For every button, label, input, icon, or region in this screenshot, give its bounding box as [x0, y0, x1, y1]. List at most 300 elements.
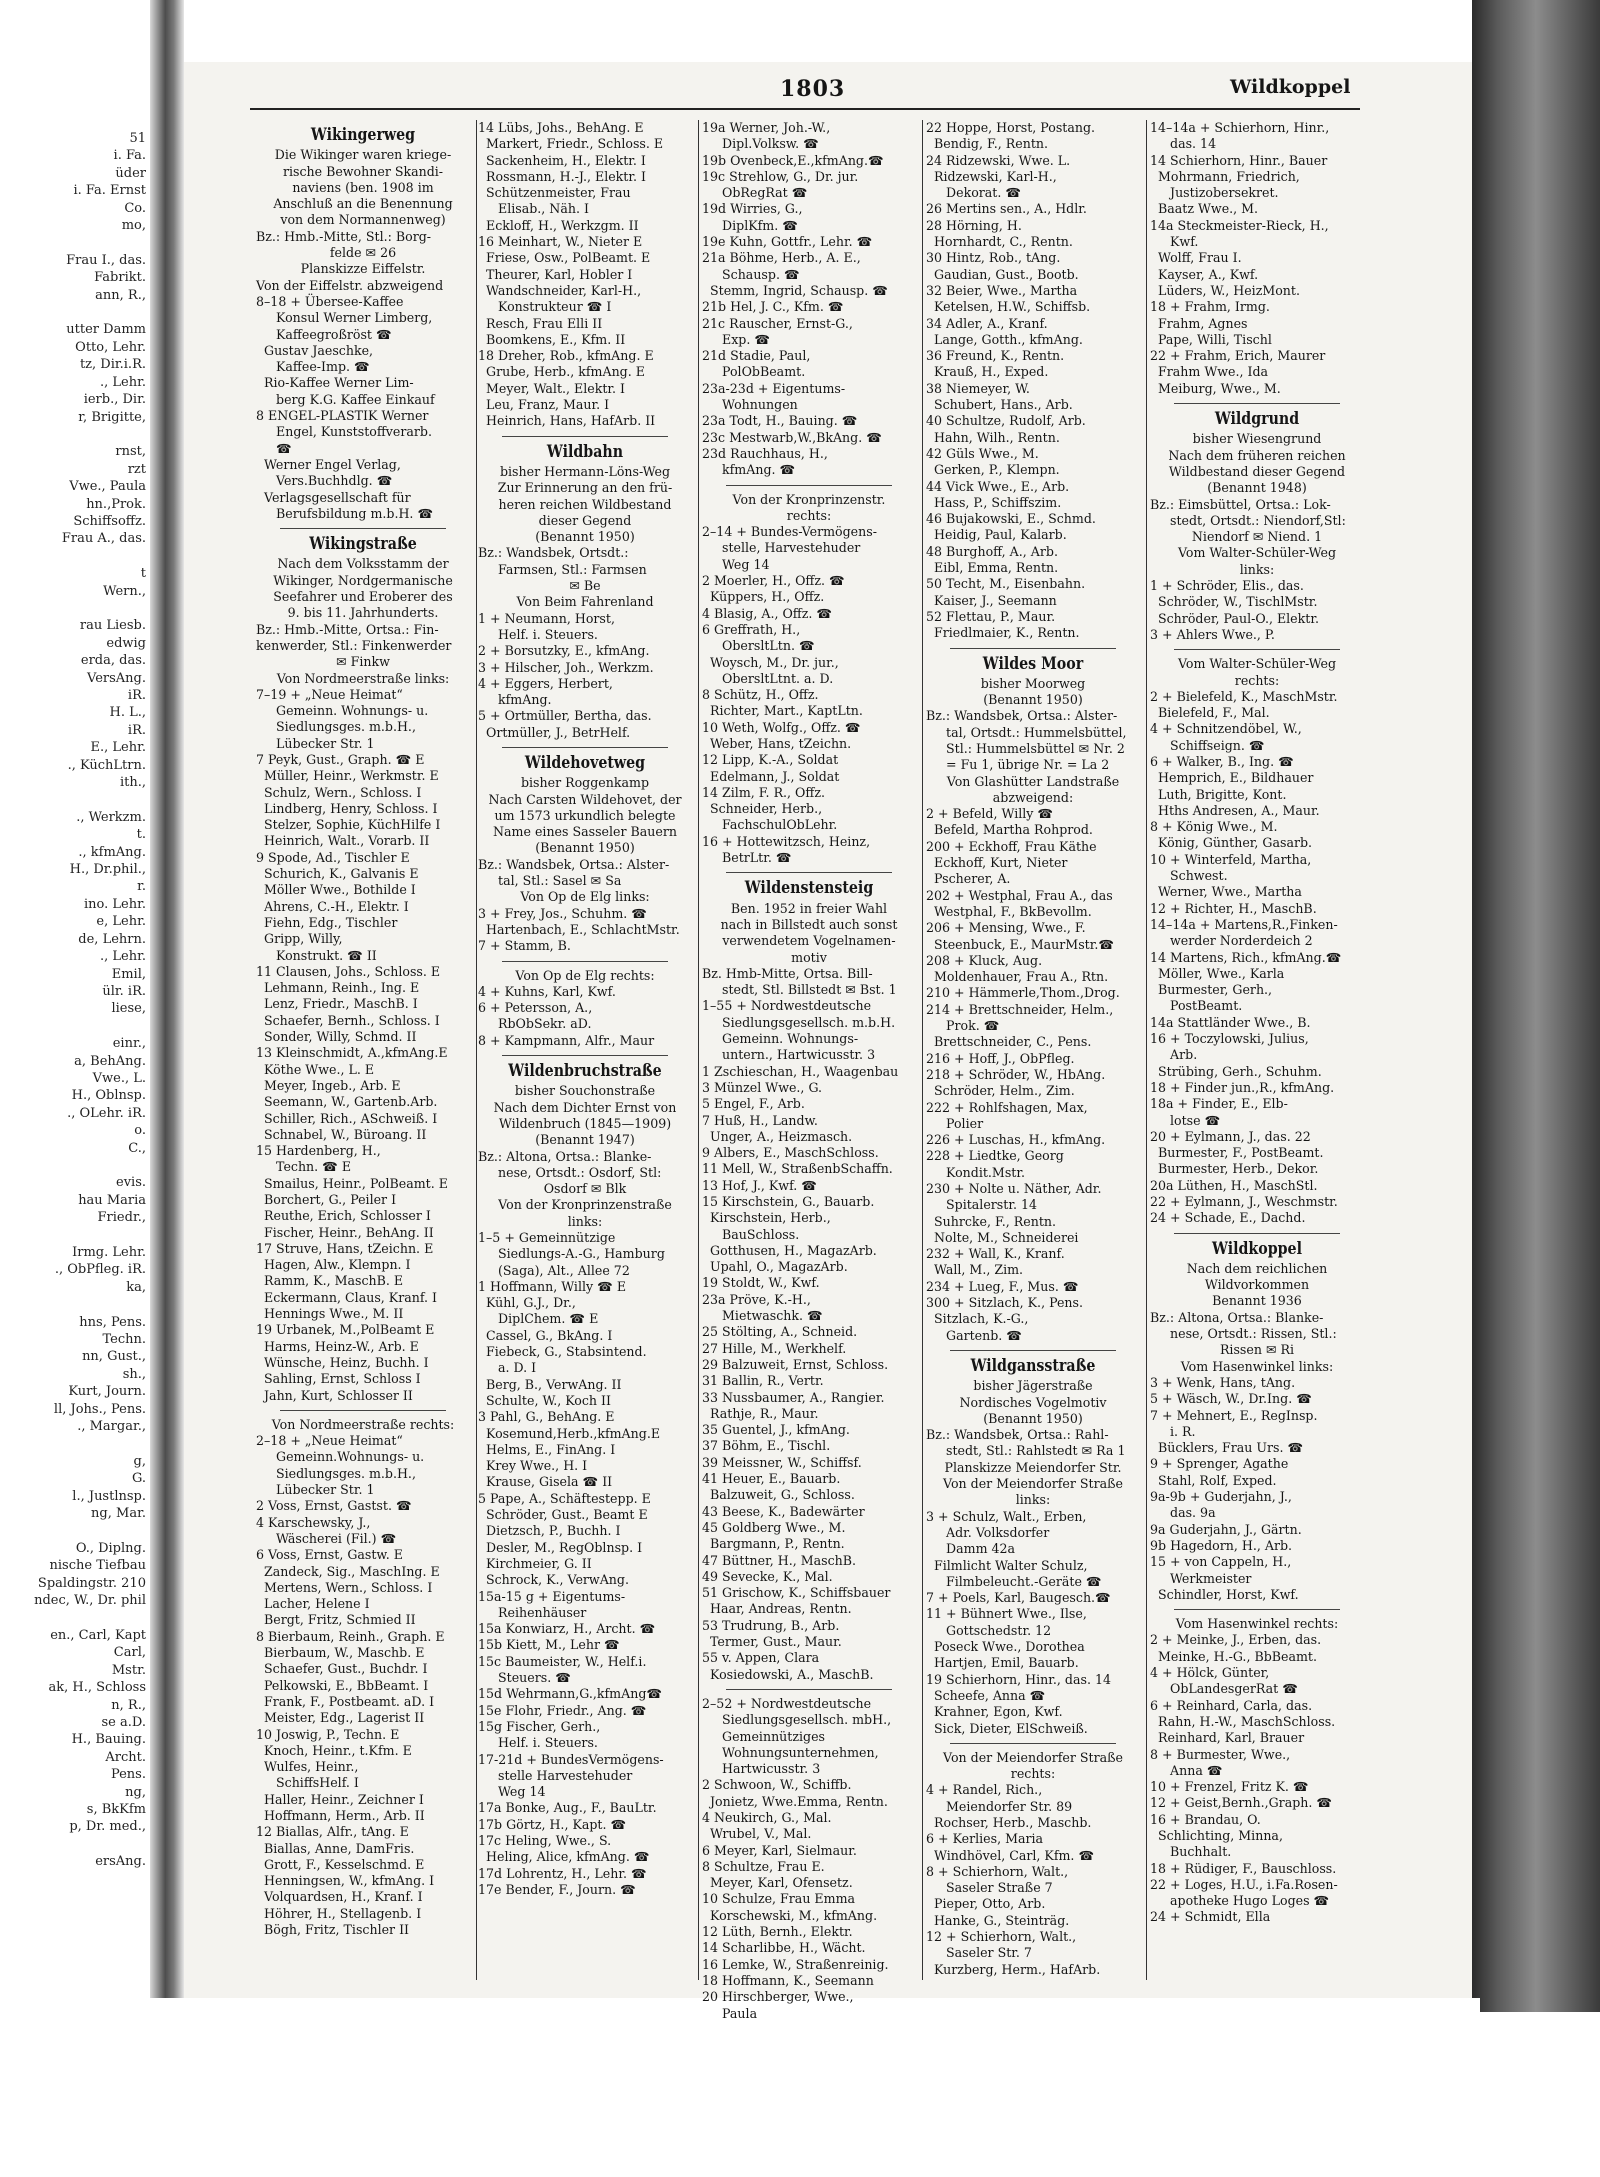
directory-entry: Kurzberg, Herm., HafArb.	[926, 1961, 1101, 1977]
directory-entry: Krauß, H., Exped.	[926, 364, 1049, 380]
section-divider	[1174, 1233, 1340, 1234]
directory-entry: Reuthe, Erich, Schlosser I	[256, 1208, 431, 1224]
prev-page-line	[0, 600, 150, 617]
directory-entry: Siedlungsges. m.b.H.,	[256, 1465, 416, 1481]
directory-entry: 13 Kleinschmidt, A.,kfmAng.E	[256, 1045, 448, 1061]
directory-entry: 2 Schwoon, W., Schiffb.	[702, 1777, 852, 1793]
directory-entry: Kirchmeier, G. II	[478, 1555, 592, 1571]
directory-entry: ObLandesgerRat ☎	[1150, 1681, 1298, 1697]
directory-entry: stedt, Stl. Billstedt ✉ Bst. 1	[702, 982, 897, 998]
directory-entry: 28 Hörning, H.	[926, 217, 1022, 233]
directory-entry: Burmester, F., PostBeamt.	[1150, 1145, 1324, 1161]
directory-entry: 19a Werner, Joh.-W.,	[702, 120, 831, 135]
prev-page-line	[0, 1435, 150, 1452]
directory-entry: Kondit.Mstr.	[926, 1164, 1025, 1180]
prev-page-line: l., Justlnsp.	[72, 1488, 146, 1504]
directory-entry: BauSchloss.	[702, 1226, 800, 1242]
street-note: links:	[567, 1213, 603, 1229]
directory-entry: 11 Clausen, Johs., Schloss. E	[256, 963, 441, 979]
prev-page-line: Co.	[124, 200, 146, 216]
directory-entry: Dipl.Volksw. ☎	[702, 136, 819, 152]
top-margin	[0, 0, 1600, 62]
directory-entry: 53 Trudrung, B., Arb.	[702, 1617, 840, 1633]
directory-entry: 6 + Kerlies, Maria	[926, 1831, 1044, 1847]
directory-entry: Höhrer, H., Stellagenb. I	[256, 1905, 422, 1921]
directory-entry: kfmAng. ☎	[702, 462, 796, 478]
street-heading: Wikingstraße	[309, 534, 417, 554]
directory-entry: 6 Voss, Ernst, Gastw. E	[256, 1547, 403, 1563]
street-note: ✉ Be	[569, 578, 601, 594]
directory-entry: 19c Strehlow, G., Dr. jur.	[702, 168, 859, 184]
directory-entry: lotse ☎	[1150, 1112, 1221, 1128]
directory-entry: 34 Adler, A., Kranf.	[926, 315, 1048, 331]
directory-entry: Rossmann, H.-J., Elektr. I	[478, 168, 646, 184]
street-note: Niendorf ✉ Niend. 1	[1191, 529, 1323, 545]
directory-entry: Luth, Brigitte, Kont.	[1150, 786, 1287, 802]
directory-entry: 214 + Brettschneider, Helm.,	[926, 1001, 1114, 1017]
prev-page-line: VersAng.	[87, 670, 146, 686]
directory-entry: Schausp. ☎	[702, 266, 800, 282]
directory-entry: 24 Ridzewski, Wwe. L.	[926, 152, 1071, 168]
directory-entry: Hartenbach, E., SchlachtMstr.	[478, 921, 680, 937]
prev-page-line: hau Maria	[78, 1192, 146, 1208]
directory-entry: Jahn, Kurt, Schlosser II	[256, 1387, 413, 1403]
directory-entry: 3 + Schulz, Walt., Erben,	[926, 1508, 1087, 1524]
directory-entry: 47 Büttner, H., MaschB.	[702, 1552, 857, 1568]
directory-entry: Gemeinnütziges	[702, 1728, 825, 1744]
prev-page-line: n, R.,	[111, 1697, 146, 1713]
directory-entry: 1–5 + Gemeinnützige	[478, 1230, 616, 1245]
directory-entry: Schröder, Paul-O., Elektr.	[1150, 610, 1319, 626]
directory-entry: 49 Sevecke, K., Mal.	[702, 1568, 833, 1584]
street-note: Wildvorkommen	[1204, 1277, 1310, 1293]
directory-entry: Helms, E., FinAng. I	[478, 1441, 616, 1457]
directory-entry: Eckhoff, Kurt, Nieter	[926, 855, 1068, 871]
directory-entry: BetrLtr. ☎	[702, 850, 792, 866]
prev-page-line: Frau A., das.	[61, 531, 146, 547]
directory-entry: 3 Pahl, G., BehAng. E	[478, 1409, 615, 1425]
directory-entry: Pscherer, A.	[926, 871, 1011, 887]
prev-page-line: ierb., Dir.	[83, 392, 146, 408]
directory-entry: 4 + Schnitzendöbel, W.,	[1150, 721, 1302, 737]
directory-entry: berg K.G. Kaffee Einkauf	[256, 391, 435, 407]
directory-entry: Wrubel, V., Mal.	[702, 1826, 812, 1842]
directory-entry: Bz.: Hmb.-Mitte, Stl.: Borg-	[256, 228, 432, 244]
directory-entry: Strübing, Gerh., Schuhm.	[1150, 1063, 1322, 1079]
directory-entry: Bargmann, P., Rentn.	[702, 1536, 845, 1552]
directory-entry: nese, Ortsdt.: Osdorf, Stl:	[478, 1164, 662, 1180]
directory-entry: Köthe Wwe., L. E	[256, 1061, 375, 1077]
directory-entry: Smailus, Heinr., PolBeamt. E	[256, 1175, 448, 1191]
directory-entry: 15a-15 g + Eigentums-	[478, 1588, 626, 1604]
directory-entry: werder Norderdeich 2	[1150, 933, 1313, 949]
directory-entry: = Fu 1, übrige Nr. = La 2	[926, 757, 1110, 773]
directory-entry: Friese, Osw., PolBeamt. E	[478, 250, 651, 266]
directory-entry: FachschulObLehr.	[702, 817, 838, 833]
directory-entry: 21d Stadie, Paul,	[702, 348, 811, 364]
directory-entry: Adr. Volksdorfer	[926, 1524, 1050, 1540]
directory-entry: Helf. i. Steuers.	[478, 1735, 598, 1751]
directory-entry: Reihenhäuser	[478, 1604, 587, 1620]
directory-entry: Schwest.	[1150, 868, 1228, 884]
directory-entry: Hennings Wwe., M. II	[256, 1306, 404, 1322]
directory-entry: 206 + Mensing, Wwe., F.	[926, 920, 1086, 936]
street-note: rechts:	[1234, 672, 1280, 688]
street-note: Benannt 1936	[1212, 1293, 1302, 1309]
directory-entry: Gartenb. ☎	[926, 1327, 1022, 1343]
directory-entry: Schröder, W., TischlMstr.	[1150, 594, 1318, 610]
directory-entry: Hass, P., Schiffszim.	[926, 494, 1062, 510]
directory-entry: Weg 14	[478, 1784, 546, 1800]
prev-page-line: erda, das.	[80, 653, 146, 669]
directory-entry: Arb.	[1150, 1047, 1198, 1063]
directory-entry: Schurich, K., Galvanis E	[256, 866, 419, 882]
street-note: Zur Erinnerung an den frü-	[497, 480, 673, 496]
street-note: Wikinger, Nordgermanische	[273, 572, 453, 588]
street-heading: Wildgrund	[1214, 409, 1300, 429]
directory-entry: 17e Bender, F., Journ. ☎	[478, 1881, 636, 1897]
directory-entry: 202 + Westphal, Frau A., das	[926, 887, 1113, 903]
directory-entry: stedt, Stl.: Rahlstedt ✉ Ra 1	[926, 1443, 1126, 1459]
directory-entry: Haller, Heinr., Zeichner I	[256, 1791, 424, 1807]
prev-page-line: nische Tiefbau	[49, 1558, 146, 1574]
directory-entry: 8 ENGEL-PLASTIK Werner	[256, 408, 429, 424]
directory-entry: Desler, M., RegOblnsp. I	[478, 1539, 643, 1555]
directory-entry: 216 + Hoff, J., ObPfleg.	[926, 1050, 1075, 1066]
directory-entry: 35 Guentel, J., kfmAng.	[702, 1422, 850, 1438]
directory-entry: 15 Kirschstein, G., Bauarb.	[702, 1194, 875, 1209]
directory-entry: 8 + König Wwe., M.	[1150, 819, 1278, 835]
directory-entry: Balzuweit, G., Schloss.	[702, 1487, 855, 1503]
prev-page-line: Fabrikt.	[94, 270, 146, 286]
directory-entry: 55 v. Appen, Clara	[702, 1650, 820, 1666]
prev-page-line: p, Dr. med.,	[69, 1819, 146, 1835]
directory-entry: Windhövel, Carl, Kfm. ☎	[926, 1847, 1095, 1863]
directory-entry: 9 Albers, E., MaschSchloss.	[702, 1145, 879, 1161]
directory-entry: Fiehn, Edg., Tischler	[256, 914, 398, 930]
directory-entry: Mohrmann, Friedrich,	[1150, 168, 1300, 184]
directory-entry: Gottschedstr. 12	[926, 1622, 1052, 1638]
directory-entry: Kosiedowski, A., MaschB.	[702, 1666, 874, 1682]
directory-entry: Krause, Gisela ☎ II	[478, 1474, 613, 1490]
directory-entry: Exp. ☎	[702, 331, 771, 347]
directory-entry: Weber, Hans, tZeichn.	[702, 735, 852, 751]
directory-entry: Schnabel, W., Büroang. II	[256, 1126, 427, 1142]
prev-page-line: Pens.	[110, 1767, 146, 1783]
directory-entry: 8 Schultze, Frau E.	[702, 1858, 825, 1874]
directory-entry: 18 + Finder jun.,R., kfmAng.	[1150, 1079, 1335, 1095]
directory-entry: Stelzer, Sophie, KüchHilfe I	[256, 817, 441, 833]
prev-page-line	[0, 1157, 150, 1174]
street-note: Nach dem Dichter Ernst von	[493, 1099, 677, 1115]
directory-entry: 10 + Winterfeld, Martha,	[1150, 851, 1312, 867]
directory-entry: Müller, Heinr., Werkmstr. E	[256, 768, 439, 784]
prev-page-line: ll, Johs., Pens.	[53, 1401, 146, 1417]
directory-entry: Bz.: Wandsbek, Ortsdt.:	[478, 545, 629, 561]
directory-entry: Ketelsen, H.W., Schiffsb.	[926, 299, 1091, 315]
directory-entry: Paula	[702, 2005, 758, 2021]
street-note: rische Bewohner Skandi-	[282, 163, 444, 179]
directory-entry: 6 + Walker, B., Ing. ☎	[1150, 753, 1294, 769]
directory-entry: 10 Joswig, P., Techn. E	[256, 1726, 400, 1742]
prev-page-line	[0, 1836, 150, 1853]
street-note: motiv	[791, 949, 827, 965]
directory-entry: Schiffseign. ☎	[1150, 737, 1265, 753]
section-divider	[502, 961, 668, 962]
prev-page-line: ndec, W., Dr. phil	[34, 1593, 146, 1609]
directory-entry: Berg, B., VerwAng. II	[478, 1376, 622, 1392]
directory-entry: 48 Burghoff, A., Arb.	[926, 543, 1058, 559]
directory-entry: 37 Böhm, E., Tischl.	[702, 1438, 831, 1454]
street-note: Nach Carsten Wildehovet, der	[488, 791, 682, 807]
directory-entry: Meiendorfer Str. 89	[926, 1798, 1073, 1814]
directory-entry: 232 + Wall, K., Kranf.	[926, 1246, 1065, 1262]
directory-entry: Wäscherei (Fil.) ☎	[256, 1530, 397, 1546]
directory-entry: Jonietz, Wwe.Emma, Rentn.	[702, 1793, 888, 1809]
directory-entry: Schulz, Wern., Schloss. I	[256, 784, 422, 800]
directory-entry: Konsul Werner Limberg,	[256, 310, 433, 326]
directory-entry: 23a Pröve, K.-H.,	[702, 1291, 811, 1307]
directory-entry: 32 Beier, Wwe., Martha	[926, 282, 1078, 298]
directory-entry: Kosemund,Herb.,kfmAng.E	[478, 1425, 661, 1441]
directory-entry: Mertens, Wern., Schloss. I	[256, 1579, 433, 1595]
directory-entry: 7 + Mehnert, E., RegInsp.	[1150, 1407, 1318, 1423]
prev-page-line: C.,	[128, 1140, 146, 1156]
directory-entry: 226 + Luschas, H., kfmAng.	[926, 1132, 1106, 1148]
directory-entry: Reinhard, Karl, Brauer	[1150, 1730, 1305, 1746]
directory-entry: Möller, Wwe., Karla	[1150, 965, 1285, 981]
prev-page-line: se a.D.	[101, 1714, 146, 1730]
street-note: links:	[1015, 1492, 1051, 1508]
directory-entry: 12 Biallas, Alfr., tAng. E	[256, 1824, 409, 1840]
directory-entry: 16 Meinhart, W., Nieter E	[478, 234, 643, 250]
prev-page-line: i. Fa.	[113, 148, 146, 164]
prev-page-line: Techn.	[102, 1332, 146, 1348]
directory-entry: Ahrens, C.-H., Elektr. I	[256, 898, 409, 914]
street-note: Wildenbruch (1845—1909)	[498, 1115, 672, 1131]
directory-entry: Kayser, A., Kwf.	[1150, 266, 1259, 282]
directory-entry: Küppers, H., Offz.	[702, 589, 825, 605]
directory-entry: 23a-23d + Eigentums-	[702, 380, 846, 396]
directory-entry: kfmAng.	[478, 692, 552, 708]
street-note: Osdorf ✉ Blk	[543, 1181, 627, 1197]
directory-entry: 7 + Poels, Karl, Baugesch.☎	[926, 1590, 1111, 1606]
directory-entry: Schröder, Gust., Beamt E	[478, 1507, 648, 1523]
street-note: Von Op de Elg links:	[520, 889, 650, 905]
directory-entry: Moldenhauer, Frau A., Rtn.	[926, 969, 1109, 985]
directory-entry: Bendig, F., Rentn.	[926, 136, 1048, 152]
directory-entry: 27 Hille, M., Werkhelf.	[702, 1340, 847, 1356]
street-note: Rissen ✉ Ri	[1219, 1342, 1295, 1358]
directory-entry: 218 + Schröder, W., HbAng.	[926, 1066, 1106, 1082]
prev-page-line	[0, 1018, 150, 1035]
directory-entry: Dekorat. ☎	[926, 185, 1022, 201]
directory-entry: Bz.: Hmb.-Mitte, Ortsa.: Fin-	[256, 621, 439, 637]
prev-page-line: Kurt, Journ.	[68, 1384, 146, 1400]
section-divider	[950, 1350, 1116, 1351]
directory-entry: 26 Mertins sen., A., Hdlr.	[926, 201, 1087, 217]
directory-entry: 7 Peyk, Gust., Graph. ☎ E	[256, 751, 425, 767]
directory-entry: 4 + Hölck, Günter,	[1150, 1665, 1270, 1681]
directory-entry: 15c Baumeister, W., Helf.i.	[478, 1653, 647, 1669]
street-note: bisher Moorweg	[980, 675, 1086, 691]
directory-entry: Filmbeleucht.-Geräte ☎	[926, 1573, 1102, 1589]
prev-page-line: t.	[136, 827, 146, 843]
directory-entry: 8 Schütz, H., Offz.	[702, 687, 819, 703]
directory-entry: 14 Zilm, F. R., Offz.	[702, 784, 825, 800]
directory-entry: Schlichting, Minna,	[1150, 1827, 1283, 1843]
prev-page-line: H., Oblnsp.	[71, 1088, 146, 1104]
directory-entry: Wulfes, Heinr.,	[256, 1759, 359, 1775]
street-note: Von der Meiendorfer Straße	[943, 1476, 1123, 1492]
prev-page-line	[0, 304, 150, 321]
directory-entry: tal, Stl.: Sasel ✉ Sa	[478, 873, 622, 889]
directory-entry: Rahn, H.-W., MaschSchloss.	[1150, 1713, 1336, 1729]
directory-entry: Frank, F., Postbeamt. aD. I	[256, 1693, 435, 1709]
directory-entry: Baatz Wwe., M.	[1150, 201, 1259, 217]
directory-entry: Rathje, R., Maur.	[702, 1405, 819, 1421]
directory-entry: Vers.Buchhdlg. ☎	[256, 473, 393, 489]
prev-page-line: ., KüchLtrn.	[67, 757, 146, 773]
directory-entry: Prok. ☎	[926, 1018, 1000, 1034]
prev-page-line	[0, 1523, 150, 1540]
directory-entry: Lübecker Str. 1	[256, 735, 375, 751]
directory-entry: Boomkens, E., Kfm. II	[478, 331, 626, 347]
directory-entry: 5 Engel, F., Arb.	[702, 1096, 805, 1112]
directory-entry: Hanke, G., Steinträg.	[926, 1912, 1070, 1928]
directory-entry: Steuers. ☎	[478, 1670, 571, 1686]
directory-entry: 14 Scharlibbe, H., Wächt.	[702, 1940, 866, 1956]
directory-entry: Henningsen, W., kfmAng. I	[256, 1873, 435, 1889]
directory-entry: 22 + Eylmann, J., Weschmstr.	[1150, 1194, 1338, 1209]
prev-page-line: ng, Mar.	[91, 1506, 146, 1522]
directory-entry: Schützenmeister, Frau	[478, 185, 631, 201]
directory-entry: Meyer, Walt., Elektr. I	[478, 380, 626, 396]
directory-entry: 19e Kuhn, Gottfr., Lehr. ☎	[702, 234, 873, 250]
directory-entry: 230 + Nolte u. Näther, Adr.	[926, 1181, 1102, 1196]
directory-entry: 21c Rauscher, Ernst-G.,	[702, 315, 853, 331]
directory-entry: 20 Hirschberger, Wwe.,	[702, 1989, 854, 2005]
directory-entry: 3 + Frey, Jos., Schuhm. ☎	[478, 905, 647, 921]
directory-entry: Siedlungs-A.-G., Hamburg	[478, 1246, 665, 1262]
directory-entry: Bz.: Eimsbüttel, Ortsa.: Lok-	[1150, 496, 1331, 512]
directory-entry: 15e Flohr, Friedr., Ang. ☎	[478, 1702, 647, 1718]
directory-entry: 19 Stoldt, W., Kwf.	[702, 1275, 820, 1291]
directory-entry: DiplChem. ☎ E	[478, 1311, 599, 1327]
street-note: Von der Kronprinzenstraße	[498, 1197, 672, 1213]
directory-entry: 24 + Schade, E., Dachd.	[1150, 1210, 1306, 1226]
section-divider	[1174, 649, 1340, 650]
directory-entry: Filmlicht Walter Schulz,	[926, 1557, 1088, 1573]
directory-entry: Wall, M., Zim.	[926, 1262, 1024, 1278]
previous-page-fragment	[0, 130, 150, 1980]
directory-entry: Meyer, Ingeb., Arb. E	[256, 1077, 401, 1093]
directory-entry: Spitalerstr. 14	[926, 1197, 1037, 1213]
directory-entry: 45 Goldberg Wwe., M.	[702, 1519, 846, 1535]
directory-entry: Gemeinn. Wohnungs-	[702, 1031, 859, 1047]
directory-entry: 2 Voss, Ernst, Gastst. ☎	[256, 1498, 412, 1514]
prev-page-line: ka,	[126, 1279, 146, 1295]
directory-entry: Scheefe, Anna ☎	[926, 1687, 1046, 1703]
directory-entry: Hornhardt, C., Rentn.	[926, 234, 1073, 250]
directory-entry: i. R.	[1150, 1423, 1196, 1439]
directory-entry: 14 Lübs, Johs., BehAng. E	[478, 120, 644, 135]
directory-entry: 15g Fischer, Gerh.,	[478, 1718, 601, 1734]
directory-entry: Farmsen, Stl.: Farmsen	[478, 561, 647, 577]
directory-entry: Schrock, K., VerwAng.	[478, 1572, 629, 1588]
street-note: Anschluß an die Benennung	[273, 196, 453, 212]
directory-entry: Von der Eiffelstr. abzweigend	[256, 277, 444, 293]
prev-page-line: tz, Dir.i.R.	[79, 357, 146, 373]
directory-entry: Damm 42a	[926, 1541, 1016, 1557]
directory-entry: Schubert, Hans., Arb.	[926, 397, 1073, 413]
directory-entry: Eckloff, H., Werkzgm. II	[478, 217, 639, 233]
directory-entry: Gemeinn.Wohnungs- u.	[256, 1449, 425, 1465]
directory-entry: Gustav Jaeschke,	[256, 342, 374, 358]
street-note: abzweigend:	[992, 789, 1074, 805]
header-rule	[250, 108, 1360, 110]
directory-entry: 10 Weth, Wolfg., Offz. ☎	[702, 719, 861, 735]
street-note: von dem Normannenweg)	[280, 212, 446, 228]
directory-entry: Heling, Alice, kfmAng. ☎	[478, 1849, 650, 1865]
directory-entry: stedt, Ortsdt.: Niendorf,Stl:	[1150, 512, 1346, 528]
directory-entry: 300 + Sitzlach, K., Pens.	[926, 1295, 1084, 1311]
section-divider	[726, 485, 892, 486]
directory-entry: das. 9a	[1150, 1505, 1216, 1521]
directory-entry: Gripp, Willy,	[256, 931, 343, 947]
prev-page-line: liese,	[111, 1001, 146, 1017]
directory-entry: Ramm, K., MaschB. E	[256, 1273, 404, 1289]
directory-entry: Engel, Kunststoffverarb.	[256, 424, 432, 440]
directory-entry: Schaefer, Gust., Buchdr. I	[256, 1661, 428, 1677]
directory-entry: Bz.: Wandsbek, Ortsa.: Alster-	[478, 856, 670, 872]
street-note: verwendetem Vogelnamen-	[722, 933, 896, 949]
street-note: Nordisches Vogelmotiv	[959, 1394, 1107, 1410]
running-title: Wildkoppel	[1230, 76, 1351, 98]
directory-entry: Hartjen, Emil, Bauarb.	[926, 1655, 1079, 1671]
section-divider	[726, 1689, 892, 1690]
street-heading: Wikingerweg	[310, 125, 416, 144]
directory-entry: Bögh, Fritz, Tischler II	[256, 1922, 410, 1938]
directory-entry: 4 Blasig, A., Offz. ☎	[702, 605, 833, 621]
prev-page-line: ng,	[125, 1784, 146, 1800]
street-note: um 1573 urkundlich belegte	[494, 807, 676, 823]
prev-page-line	[0, 548, 150, 565]
directory-entry: Meyer, Karl, Ofensetz.	[702, 1875, 853, 1891]
directory-entry: Schulte, W., Koch II	[478, 1392, 611, 1408]
street-note: Nach dem Volksstamm der	[277, 556, 449, 572]
directory-entry: 7–19 + „Neue Heimat“	[256, 686, 403, 702]
directory-entry: 8 + Burmester, Wwe.,	[1150, 1746, 1291, 1762]
directory-entry: 1–55 + Nordwestdeutsche	[702, 998, 872, 1014]
directory-entry: PolObBeamt.	[702, 364, 806, 380]
directory-entry: Bz.: Wandsbek, Ortsa.: Rahl-	[926, 1427, 1109, 1443]
directory-entry: RbObSekr. aD.	[478, 1016, 592, 1032]
street-note: (Benannt 1948)	[1207, 480, 1307, 496]
directory-entry: 2–18 + „Neue Heimat“	[256, 1433, 403, 1449]
prev-page-line: en., Carl, Kapt	[50, 1627, 146, 1643]
directory-entry: Kwf.	[1150, 234, 1199, 250]
directory-entry: 15b Kiett, M., Lehr ☎	[478, 1637, 620, 1653]
prev-page-line: t	[140, 566, 146, 582]
prev-page-line: mo,	[121, 218, 146, 234]
street-note: Planskizze Eiffelstr.	[300, 261, 426, 277]
directory-entry: Anna ☎	[1150, 1762, 1223, 1778]
prev-page-line: ino. Lehr.	[83, 896, 146, 912]
directory-entry: ObersltLtn. ☎	[702, 638, 815, 654]
prev-page-line: r, Brigitte,	[78, 409, 146, 425]
directory-entry: 14a Stattländer Wwe., B.	[1150, 1014, 1311, 1030]
